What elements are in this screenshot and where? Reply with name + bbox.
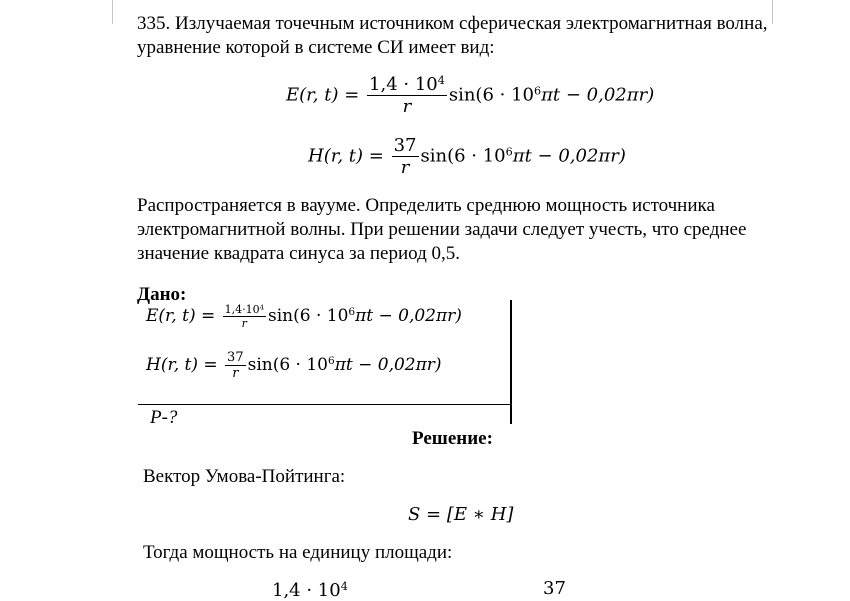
h-sine-exponent: 6 [505, 145, 513, 159]
e-field-equation [286, 74, 654, 117]
e-lhs: E(r, t) = [286, 84, 360, 106]
problem-para-line-2: электромагнитной волны. При решении задачи следует учесть, что среднее [137, 219, 747, 240]
e-sine: sin(6 · 10 [448, 84, 534, 106]
problem-line-2: уравнение которой в системе СИ имеет вид: [137, 37, 495, 58]
h-numerator: 37 [393, 135, 417, 156]
solution-title: Решение: [412, 428, 493, 449]
given-horizontal-rule [138, 404, 512, 405]
given-find: P-? [150, 407, 178, 428]
bottom-formula-numerator-2: 37 [543, 578, 566, 599]
e-denominator: r [402, 96, 412, 117]
h-field-equation [308, 135, 626, 178]
given-title: Дано: [137, 284, 187, 305]
problem-para-line-3: значение квадрата синуса за период 0,5. [137, 243, 461, 264]
given-e-denominator: r [241, 317, 247, 330]
given-vertical-rule [510, 300, 512, 424]
h-lhs: H(r, t) = [308, 145, 384, 167]
given-h-lhs: H(r, t) = [146, 355, 218, 375]
e-sine-exponent: 6 [533, 84, 542, 98]
h-sine-tail: πt − 0,02πr) [512, 145, 626, 167]
given-h-numerator: 37 [227, 350, 244, 365]
power-per-area-text: Тогда мощность на единицу площади: [143, 542, 453, 563]
given-e-lhs: E(r, t) = [146, 306, 216, 326]
given-e-equation [146, 303, 462, 330]
given-e-fraction [223, 303, 266, 330]
e-sine-tail: πt − 0,02πr) [541, 84, 655, 106]
given-e-sine-tail: πt − 0,02πr) [355, 306, 462, 326]
e-numerator-exponent: 4 [437, 73, 445, 87]
given-h-sine-exponent: 6 [328, 355, 335, 368]
given-e-sine-exponent: 6 [348, 306, 356, 319]
bottom-formula-numerator-1: $1,4 \cdot 10^4$ [272, 579, 348, 601]
e-numerator: 1,4 · 10 [369, 74, 438, 95]
given-e-sine: sin(6 · 10 [267, 306, 349, 326]
h-denominator: r [400, 157, 410, 178]
given-h-fraction [225, 350, 246, 381]
problem-line-1: 335. Излучаемая точечным источником сферическая электромагнитная волна, [137, 13, 768, 34]
given-h-equation [146, 350, 442, 381]
e-fraction [367, 74, 447, 117]
h-sine: sin(6 · 10 [420, 145, 506, 167]
umov-text: Вектор Умова-Пойтинга: [143, 466, 346, 487]
page-margin-left-top [112, 0, 113, 24]
given-e-numerator: 1,4·10 [224, 303, 260, 316]
problem-para-line-1: Распространяется в ваууме. Определить среднюю мощность источника [137, 195, 715, 216]
given-h-denominator: r [232, 366, 239, 381]
given-h-sine: sin(6 · 10 [247, 355, 328, 375]
given-h-sine-tail: πt − 0,02πr) [334, 355, 442, 375]
h-fraction [392, 135, 419, 178]
bottom-formula-numerator-1-exponent: 4 [340, 579, 348, 593]
poynting-formula: S = [E ∗ H] [408, 504, 514, 525]
page-margin-right-top [772, 0, 773, 24]
given-e-numerator-exponent: 4 [259, 303, 264, 312]
